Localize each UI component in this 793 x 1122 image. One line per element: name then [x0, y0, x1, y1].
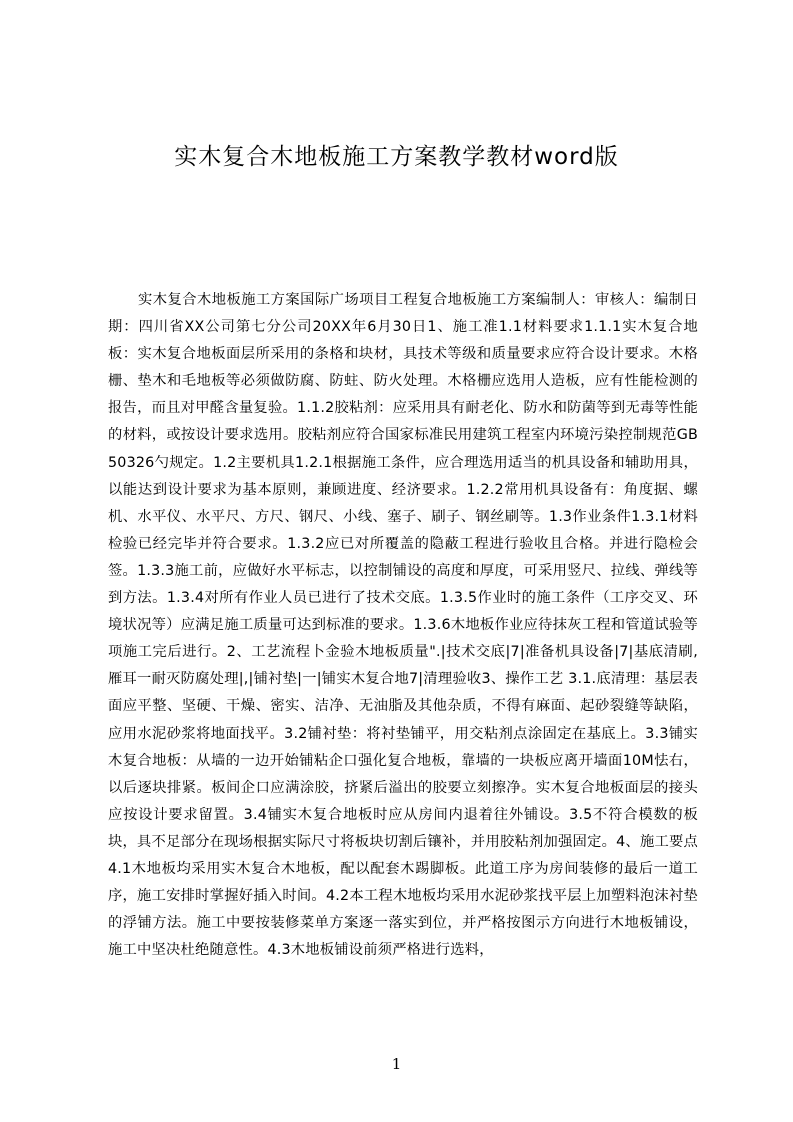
document-body-paragraph: 实木复合木地板施工方案国际广场项目工程复合地板施工方案编制人：审核人：编制日期：四川省XX公司第七分公司20XX年6月30日1、施工准1.1材料要求1.1.1实木复合地板：实木复合地板面层所采用的条格和块材，具技术等级和质量要求应符合设计要求。木格栅、垫木和毛地板等必须做防腐、防蛀、防火处理。木格栅应选用人造板，应有性能检测的报告，而且对甲醛含量复验。1.1.2胶粘剂：应采用具有耐老化、防水和防菌等到无毒等性能的材料，或按设计要求选用。胶粘剂应符合国家标准民用建筑工程室内环境污染控制规范GB50326勺规定。1.2主要机具1.2.1根据施工条件，应合理选用适当的机具设备和辅助用具，以能达到设计要求为基本原则，兼顾进度、经济要求。1.2.2常用机具设备有：角度据、螺机、水平仪、水平尺、方尺、钢尺、小线、塞子、刷子、钢丝刷等。1.3作业条件1.3.1材料检验已经完毕并符合要求。1.3.2应已对所覆盖的隐蔽工程进行验收且合格。并进行隐检会签。1.3.3施工前，应做好水平标志，以控制铺设的高度和厚度，可采用竖尺、拉线、弹线等到方法。1.3.4对所有作业人员已进行了技术交底。1.3.5作业时的施工条件（工序交叉、环境状况等）应满足施工质量可达到标准的要求。1.3.6木地板作业应待抹灰工程和管道试验等项施工完后进行。2、工艺流程卜金验木地板质量".|技术交底|7|准备机具设备|7|基底清刷,雁耳一耐灭防腐处理|,|铺衬垫|一|铺实木复合地7|清理验收3、操作工艺 3.1.底清理：基层表面应平整、坚硬、干燥、密实、洁净、无油脂及其他杂质，不得有麻面、起砂裂缝等缺陷，应用水泥砂浆将地面找平。3.2铺衬垫：将衬垫铺平，用交粘剂点涂固定在基底上。3.3铺实木复合地板：从墙的一边开始铺粘企口强化复合地板，靠墙的一块板应离开墙面10M怯右，以后逐块排紧。板间企口应满涂胶，挤紧后溢出的胶要立刻擦净。实木复合地板面层的接头应按设计要求留置。3.4铺实木复合地板时应从房间内退着往外铺设。3.5不符合模数的板块，具不足部分在现场根据实际尺寸将板块切割后镶补，并用胶粘剂加强固定。4、施工要点4.1木地板均采用实木复合木地板，配以配套木踢脚板。此道工序为房间装修的最后一道工序，施工安排时掌握好插入时间。4.2本工程木地板均采用水泥砂浆找平层上加塑料泡沫衬垫的浮铺方法。施工中要按装修菜单方案逐一落实到位，并严格按图示方向进行木地板铺设，施工中坚决杜绝随意性。4.3木地板铺设前须严格进行选料， [108, 292, 698, 959]
document-title: 实木复合木地板施工方案教学教材word版 [174, 144, 619, 170]
page-number: 1 [391, 1055, 402, 1073]
